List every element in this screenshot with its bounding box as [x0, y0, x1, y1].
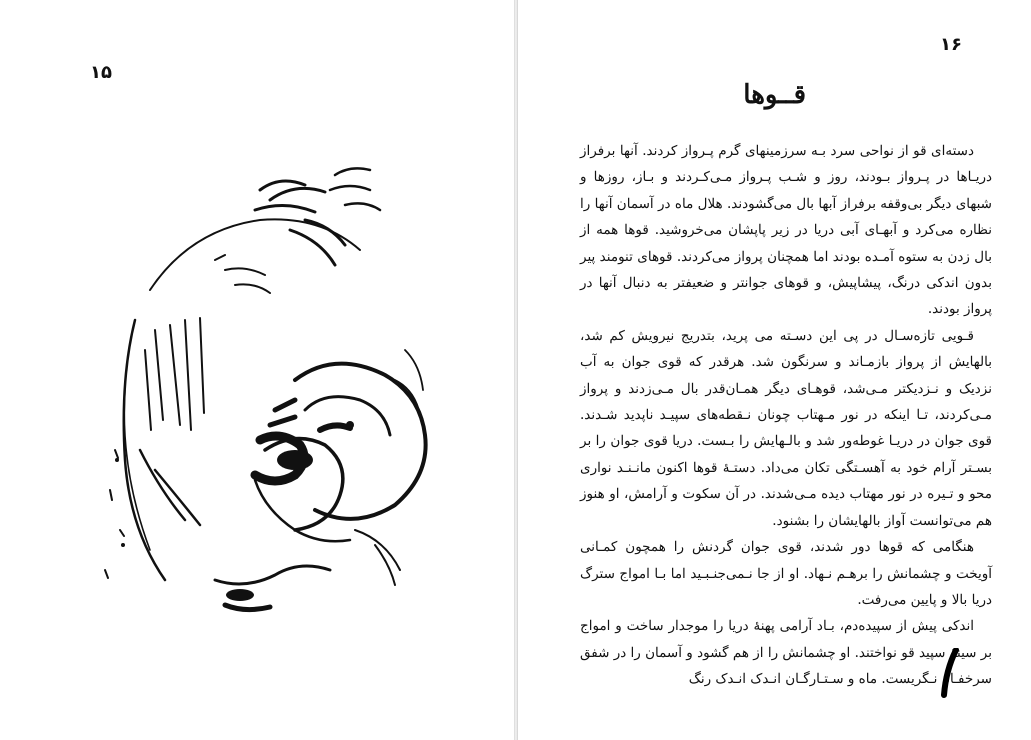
- page-curl-mark: [940, 648, 962, 698]
- paragraph: هنگامی که قوها دور شدند، قوی جوان گردنش را همچون کمـانی آویخت و چشمانش را برهـم نـهاد. او از جا نـمی‌جنـبـید اما بـا امواج سترگ دریا بالا و پایین می‌رفت.: [580, 539, 992, 608]
- chapter-title: قــوها: [743, 80, 806, 110]
- page-number-left: ۱۵: [90, 62, 112, 83]
- paragraph: قـویی تازه‌سـال در پی این دسـته می پرید، بتدریج نیرویش کم شد، بالهایش از پرواز بازمـاند و سرنگون شد. هرقدر که قوی جوان به آب نزدیک و نـزدیکتر مـی‌شد، قوهـای دیگر همـان‌قدر بال مـی‌زدند و پرواز مـی‌کردند، تـا اینکه در نور مـهتاب چونان نـقطه‌های سپیـد ناپدید شـدند. قوی جوان در دریـا غوطه‌ور شد و بالـهایش را بـست. دریا قوی جوان را بر بسـتر آرام خود به آهسـتگی تکان می‌داد. دستـهٔ قوها اکنون مانـنـد نواری محو و تـیره در نور مهتاب دیده مـی‌شدند. در آن سکوت و آرامش، او هنوز هم می‌توانست آواز بالهایشان را بشنود.: [580, 327, 992, 529]
- paragraph: دسته‌ای قو از نواحی سرد بـه سرزمینهای گرم پـرواز کردند. آنها برفراز دریـاها در پـرواز بـودند، روز و شـب پـرواز مـی‌کـردند و بـاز، روزها و شبهای دیگر بی‌وقفه برفراز آبها بال می‌گشودند. هلال ماه در آسمان آنها را نظاره می‌کرد و آبهـای آبی دریا در زیر پاپشان می‌خروشید. قوها همه از بال زدن به ستوه آمـده بودند اما همچنان پرواز می‌کردند. قوهای تنومند پیر بدون اندکی درنگ، پیشاپیش، و قوهای جوانتر و ضعیفتر به دنبال آنها در پرواز بودند.: [580, 143, 992, 318]
- body-text: [580, 138, 992, 693]
- page-number-right: ۱۶: [940, 34, 962, 55]
- paragraph: اندکی پیش از سپیده‌دم، بـاد آرامی پهنهٔ دریا را موجدار ساخت و امواج بر سینهٔ سپید قو نواختند. او چشمانش را از هم گشود و آسمان را در شفق سرخفـام نـگریست. ماه و سـتـارگـان انـدک انـدک رنگ: [580, 618, 992, 688]
- swan-illustration: [95, 150, 465, 630]
